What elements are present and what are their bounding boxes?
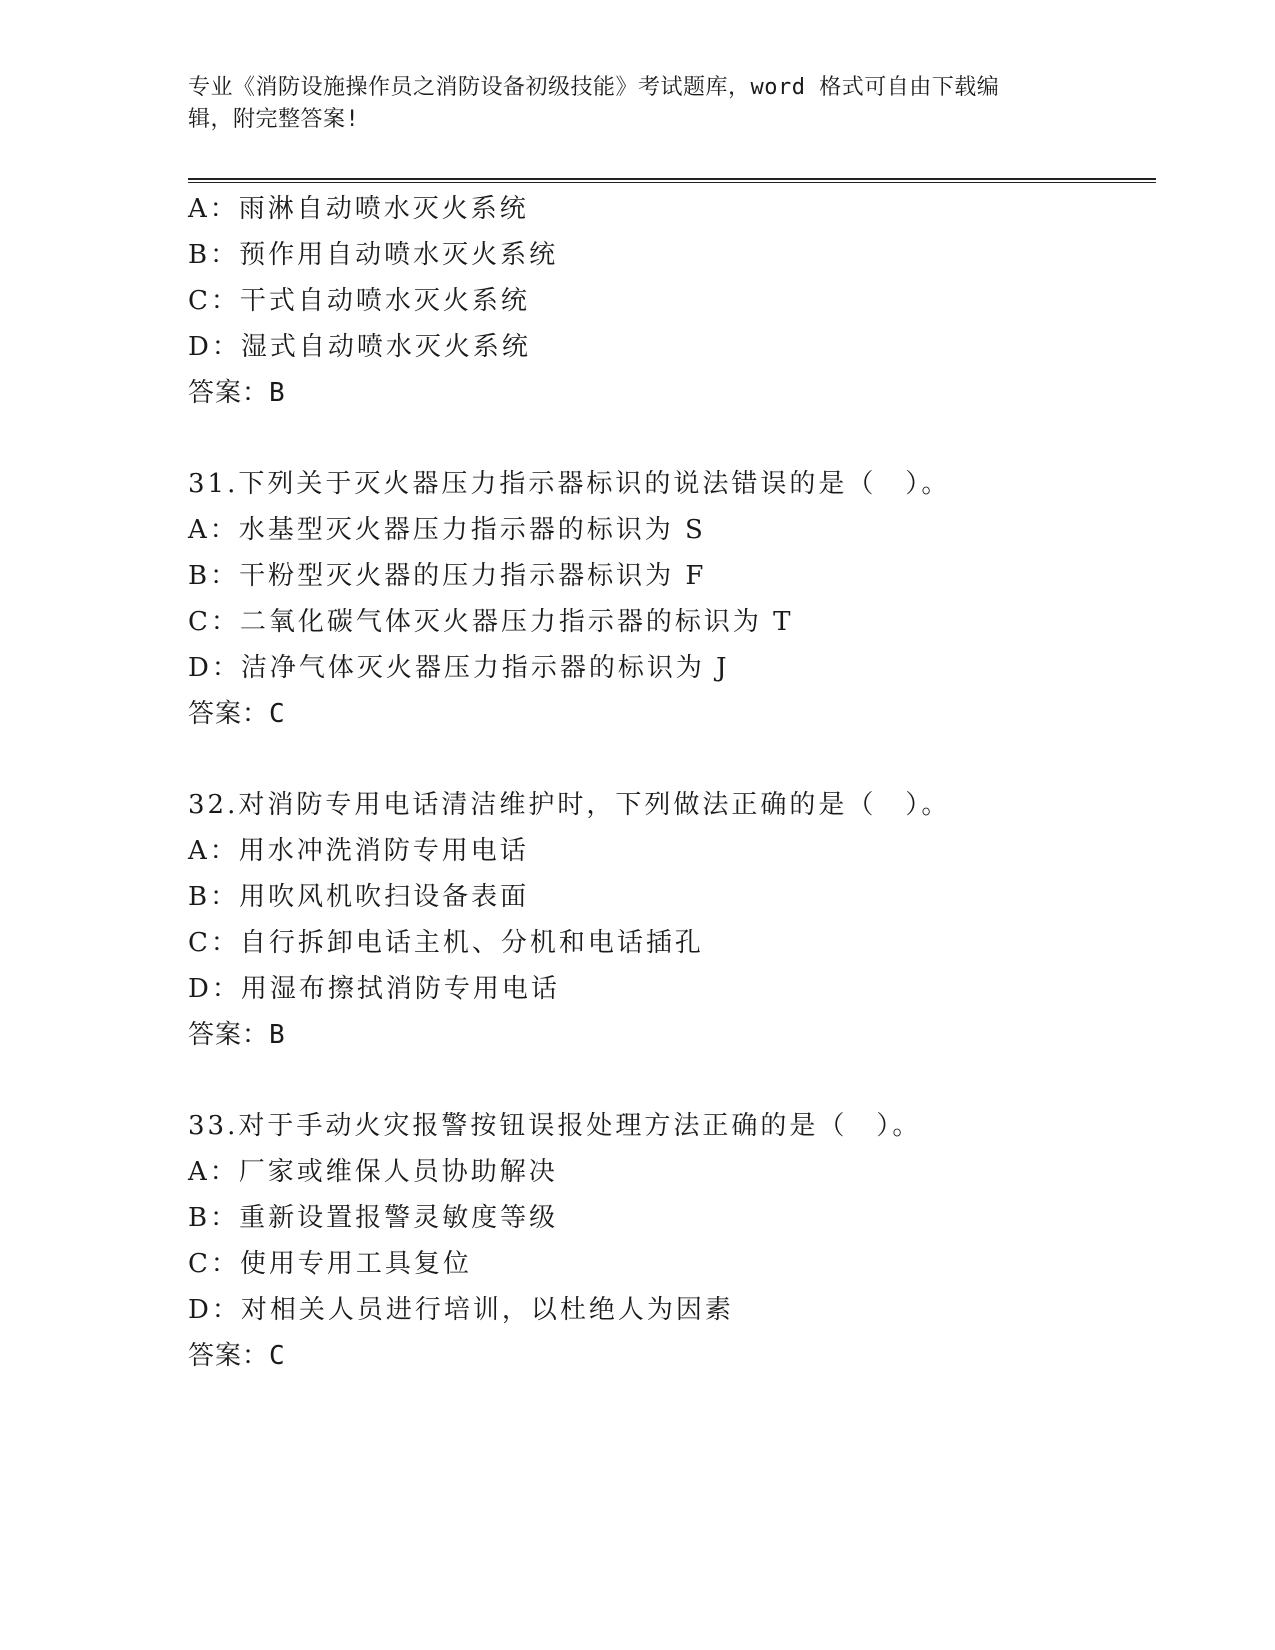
option-b: B：预作用自动喷水灭火系统	[188, 240, 559, 270]
option-a: A：厂家或维保人员协助解决	[188, 1157, 558, 1187]
answer-line	[188, 370, 1148, 416]
header-line-1: 专业《消防设施操作员之消防设备初级技能》考试题库，word 格式可自由下载编	[188, 75, 1000, 100]
option-c: C：自行拆卸电话主机、分机和电话插孔	[188, 928, 704, 958]
answer-value: B	[269, 378, 286, 408]
question-list	[188, 186, 1148, 1379]
option-c: C：二氧化碳气体灭火器压力指示器的标识为 T	[188, 607, 794, 637]
question-stem: 32.对消防专用电话清洁维护时，下列做法正确的是（ ）。	[188, 790, 951, 820]
option-d: D：洁净气体灭火器压力指示器的标识为 J	[188, 653, 730, 683]
answer-line	[188, 1333, 1148, 1379]
option-a: A：雨淋自动喷水灭火系统	[188, 194, 529, 224]
option-d: D：用湿布擦拭消防专用电话	[188, 974, 560, 1004]
page-header	[188, 72, 1088, 136]
option-a: A：水基型灭火器压力指示器的标识为 S	[188, 515, 706, 545]
continued-question	[188, 186, 1148, 416]
answer-label: 答案：	[188, 699, 270, 729]
option-c: C：干式自动喷水灭火系统	[188, 286, 530, 316]
answer-label: 答案：	[188, 378, 270, 408]
spacer	[188, 416, 1148, 461]
answer-value: B	[269, 1020, 286, 1050]
question-33	[188, 1103, 1148, 1379]
option-d: D：对相关人员进行培训，以杜绝人为因素	[188, 1295, 734, 1325]
answer-value: C	[269, 1341, 286, 1371]
answer-value: C	[269, 699, 286, 729]
option-d: D：湿式自动喷水灭火系统	[188, 332, 531, 362]
question-31	[188, 461, 1148, 737]
option-b: B：干粉型灭火器的压力指示器标识为 F	[188, 561, 707, 591]
question-stem: 31.下列关于灭火器压力指示器标识的说法错误的是（ ）。	[188, 469, 951, 499]
header-divider	[188, 178, 1156, 183]
option-c: C：使用专用工具复位	[188, 1249, 472, 1279]
option-a: A：用水冲洗消防专用电话	[188, 836, 529, 866]
answer-line	[188, 691, 1148, 737]
question-stem: 33.对于手动火灾报警按钮误报处理方法正确的是（ ）。	[188, 1111, 922, 1141]
spacer	[188, 737, 1148, 782]
header-line-2: 辑，附完整答案!	[188, 107, 360, 132]
answer-line	[188, 1012, 1148, 1058]
spacer	[188, 1058, 1148, 1103]
option-b: B：用吹风机吹扫设备表面	[188, 882, 530, 912]
question-32	[188, 782, 1148, 1058]
answer-label: 答案：	[188, 1020, 270, 1050]
answer-label: 答案：	[188, 1341, 270, 1371]
option-b: B：重新设置报警灵敏度等级	[188, 1203, 559, 1233]
